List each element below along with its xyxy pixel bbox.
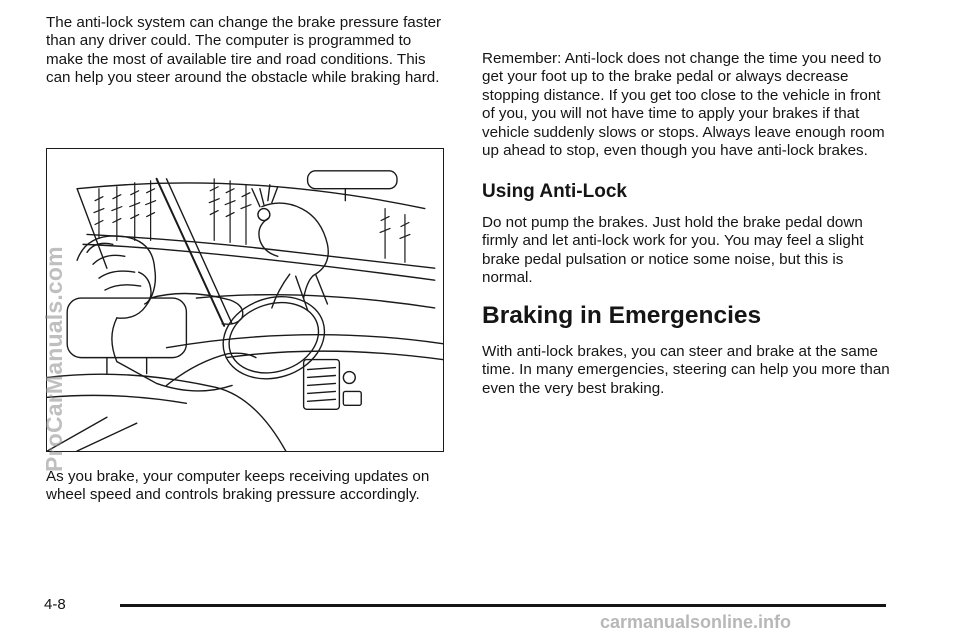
emergencies-paragraph: With anti-lock brakes, you can steer and brake at the same time. In many emergencies, steering can help you more than even the very best braking.: [482, 343, 890, 397]
side-watermark: ProCarManuals.com: [41, 246, 67, 472]
using-antilock-heading: Using Anti-Lock: [482, 181, 627, 202]
page-number: 4-8: [44, 596, 66, 613]
after-figure-paragraph: As you brake, your computer keeps receiving updates on wheel speed and controls braking pressure accordingly.: [46, 468, 430, 504]
remember-paragraph: Remember: Anti-lock does not change the time you need to get your foot up to the brake pedal or always decrease stopping distance. If you get too close to the vehicle in front of you, you will not have time to apply your brakes if that vehicle suddenly slows or stops. Always leave enough room up ahead to stop, even though you have anti-lock brakes.: [482, 50, 885, 160]
intro-paragraph: The anti-lock system can change the brake pressure faster than any driver could. The computer is programmed to make the most of available tire and road conditions. This can help you steer around the obstacle while braking hard.: [46, 14, 442, 87]
footer-watermark: carmanualsonline.info: [600, 612, 792, 632]
footer-rule: [120, 604, 886, 607]
braking-emergencies-heading: Braking in Emergencies: [482, 302, 762, 329]
driver-deer-illustration: [46, 148, 444, 452]
using-antilock-paragraph: Do not pump the brakes. Just hold the brake pedal down firmly and let anti-lock work for you. You may feel a slight brake pedal pulsation or notice some noise, but this is normal.: [482, 214, 864, 287]
